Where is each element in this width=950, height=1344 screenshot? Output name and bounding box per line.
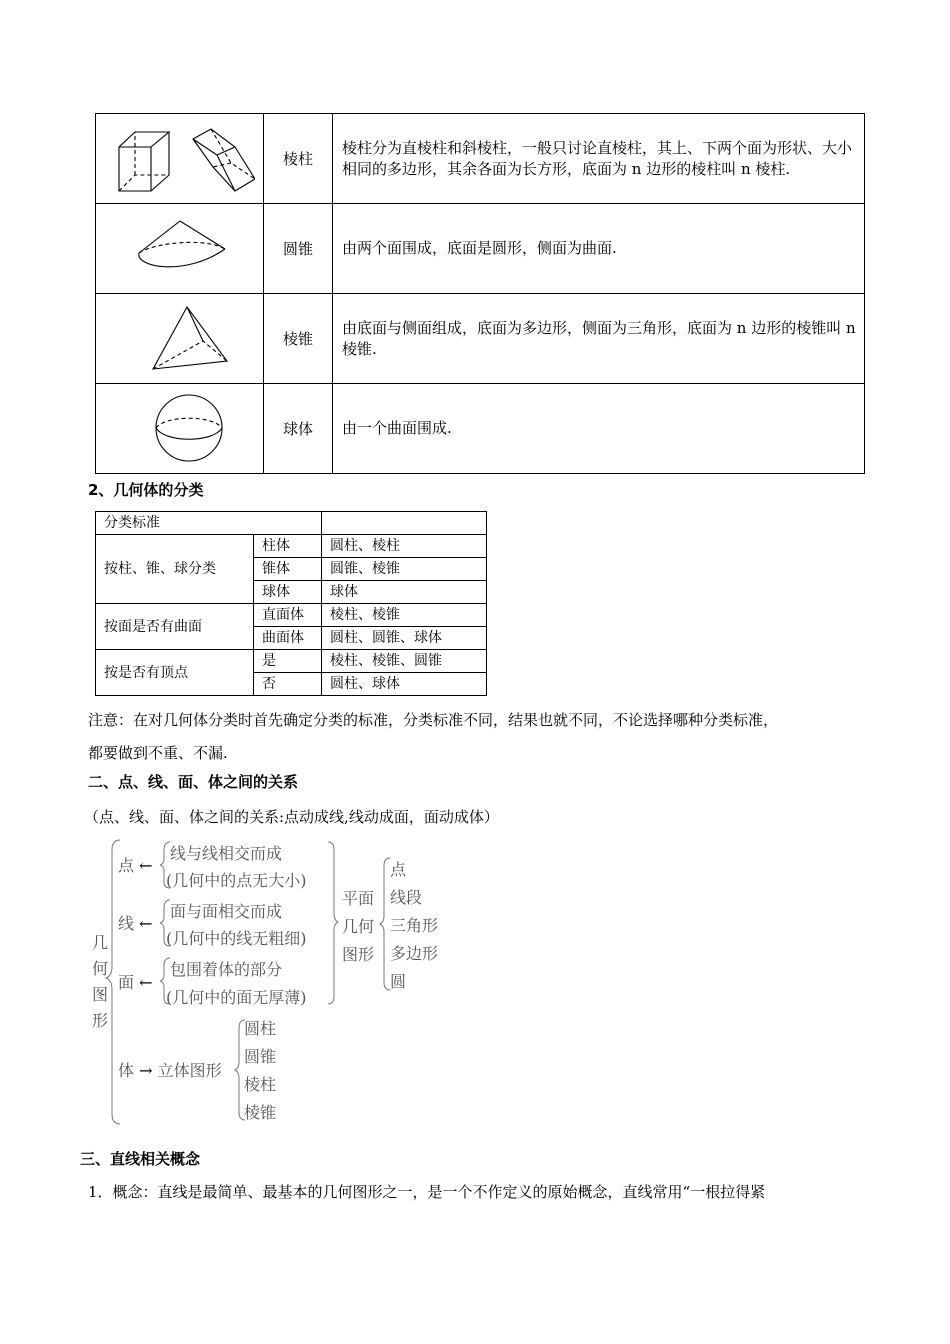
shape-name: 球体 — [264, 384, 333, 474]
plane-origin: 包围着体的部分 — [170, 960, 283, 979]
plane-node: 面 ← — [118, 973, 153, 992]
table-header-cell: 分类标准 — [96, 512, 322, 535]
shape-name: 圆锥 — [264, 204, 333, 294]
members-cell: 圆锥、棱锥 — [322, 558, 487, 581]
members-cell: 圆柱、球体 — [322, 673, 487, 696]
list-item: 线段 — [390, 888, 423, 907]
point-property: (几何中的点无大小) — [166, 871, 307, 890]
shape-picture-cell — [96, 114, 264, 204]
members-cell: 棱柱、棱锥 — [322, 604, 487, 627]
root-label: 几 何 图 形 — [91, 933, 108, 1030]
shape-picture-cell — [96, 384, 264, 474]
section-heading: 三、直线相关概念 — [80, 1150, 201, 1168]
section-heading: 2、几何体的分类 — [88, 481, 204, 499]
cone-icon — [105, 207, 255, 287]
shape-description: 由一个曲面围成. — [333, 384, 865, 474]
table-row — [96, 204, 865, 294]
shape-description: 由两个面围成，底面是圆形，侧面为曲面. — [333, 204, 865, 294]
shape-description: 棱柱分为直棱柱和斜棱柱，一般只讨论直棱柱，其上、下两个面为形状、大小相同的多边形，其余各面为长方形，底面为 n 边形的棱柱叫 n 棱柱. — [333, 114, 865, 204]
members-cell: 棱柱、棱锥、圆锥 — [322, 650, 487, 673]
category-cell: 球体 — [254, 581, 322, 604]
table-row — [96, 650, 487, 673]
shapes-table — [95, 113, 865, 474]
table-row — [96, 535, 487, 558]
list-item: 圆锥 — [244, 1047, 277, 1066]
list-item: 三角形 — [390, 916, 439, 935]
criterion-cell: 按柱、锥、球分类 — [96, 535, 254, 604]
section-subtitle: （点、线、面、体之间的关系:点动成线,线动成面，面动成体） — [84, 808, 499, 826]
table-row — [96, 604, 487, 627]
members-cell: 圆柱、圆锥、球体 — [322, 627, 487, 650]
table-row — [96, 114, 865, 204]
line-node: 线 ← — [118, 914, 153, 933]
table-row — [96, 384, 865, 474]
shape-name: 棱锥 — [264, 294, 333, 384]
criterion-cell: 按是否有顶点 — [96, 650, 254, 696]
shape-picture-cell — [96, 294, 264, 384]
list-item: 多边形 — [390, 944, 439, 963]
members-cell: 球体 — [322, 581, 487, 604]
category-cell: 直面体 — [254, 604, 322, 627]
sphere-icon — [105, 387, 255, 467]
section-heading: 二、点、线、面、体之间的关系 — [88, 773, 299, 791]
note-text: 注意：在对几何体分类时首先确定分类的标准，分类标准不同，结果也就不同，不论选择哪种分类标准， — [88, 711, 779, 729]
prism-icon — [105, 117, 255, 197]
point-origin: 线与线相交而成 — [170, 844, 283, 863]
shape-description: 由底面与侧面组成，底面为多边形，侧面为三角形，底面为 n 边形的棱锥叫 n 棱锥. — [333, 294, 865, 384]
members-cell: 圆柱、棱柱 — [322, 535, 487, 558]
list-item: 点 — [390, 860, 407, 879]
solid-list — [244, 1015, 276, 1127]
shape-picture-cell — [96, 204, 264, 294]
plane-property: (几何中的面无厚薄) — [166, 988, 307, 1007]
list-item: 圆柱 — [244, 1019, 277, 1038]
list-item: 棱锥 — [244, 1103, 277, 1122]
table-header-cell — [322, 512, 487, 535]
line-origin: 面与面相交而成 — [170, 902, 283, 921]
category-cell: 曲面体 — [254, 627, 322, 650]
plane-figure-label: 平面 几何 图形 — [342, 889, 375, 964]
plane-figure-list — [390, 856, 438, 996]
criterion-cell: 按面是否有曲面 — [96, 604, 254, 650]
category-cell: 锥体 — [254, 558, 322, 581]
shape-name: 棱柱 — [264, 114, 333, 204]
point-node: 点 ← — [118, 856, 153, 875]
category-cell: 是 — [254, 650, 322, 673]
paragraph: 1．概念：直线是最简单、最基本的几何图形之一，是一个不作定义的原始概念，直线常用“一根拉得紧 — [88, 1183, 766, 1201]
list-item: 棱柱 — [244, 1075, 277, 1094]
line-property: (几何中的线无粗细) — [166, 929, 307, 948]
category-cell: 否 — [254, 673, 322, 696]
list-item: 圆 — [390, 972, 407, 991]
solid-node: 体 → 立体图形 — [118, 1061, 222, 1080]
pyramid-icon — [105, 297, 255, 377]
table-row — [96, 294, 865, 384]
classification-table — [95, 511, 487, 696]
category-cell: 柱体 — [254, 535, 322, 558]
table-row — [96, 512, 487, 535]
note-text: 都要做到不重、不漏. — [88, 744, 228, 762]
